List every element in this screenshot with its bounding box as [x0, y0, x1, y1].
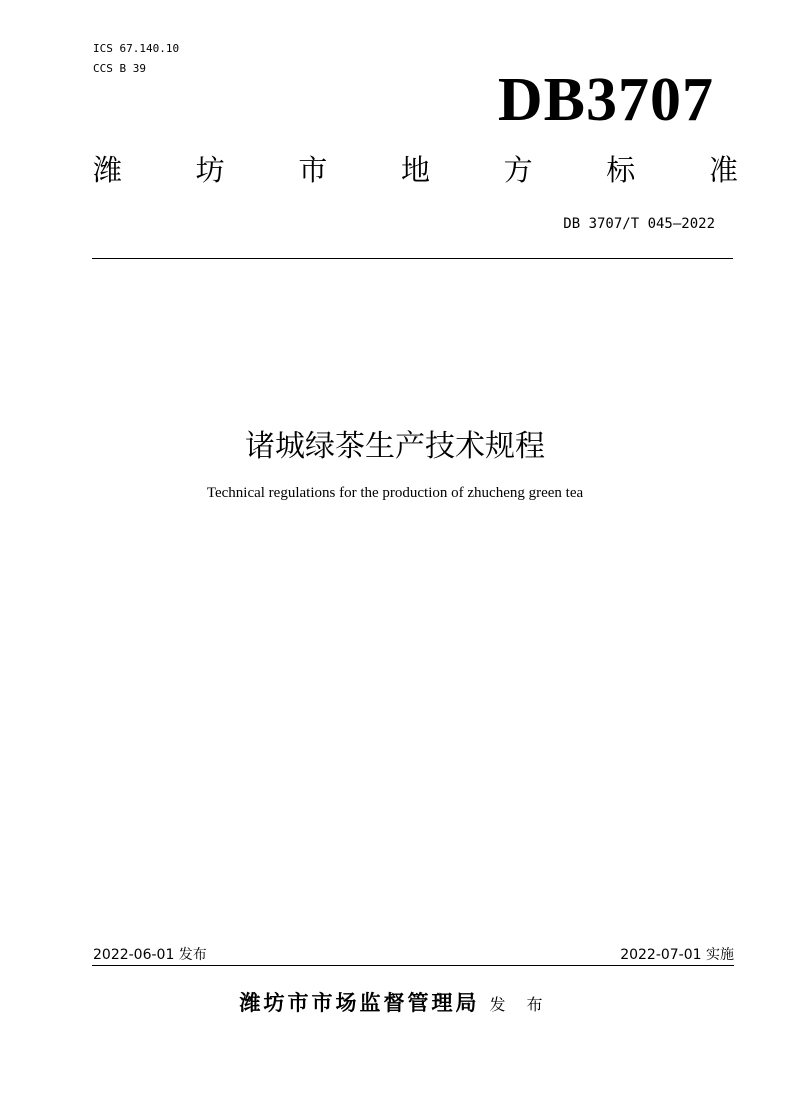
- standard-type-char: 标: [606, 153, 636, 187]
- implementation-date: 2022-07-01 实施: [620, 947, 734, 963]
- footer-divider: [92, 965, 734, 966]
- header-divider: [92, 258, 733, 259]
- ccs-code: CCS B 39: [93, 62, 146, 75]
- issue-date: 2022-06-01 发布: [93, 947, 207, 963]
- standard-type-char: 市: [298, 153, 328, 187]
- issuer-line: [0, 988, 790, 1020]
- standard-type-char: 坊: [195, 153, 225, 187]
- standard-type-char: 地: [400, 153, 430, 187]
- issuer-suffix: 发 布: [489, 995, 551, 1014]
- standard-type-char: 准: [708, 153, 738, 187]
- standard-type: [93, 150, 738, 190]
- document-title: 诸城绿茶生产技术规程: [245, 429, 545, 464]
- standard-number: DB 3707/T 045—2022: [563, 216, 715, 232]
- document-title-english: Technical regulations for the production of zhucheng green tea: [206, 485, 584, 501]
- issuer-name: 潍坊市市场监督管理局: [239, 991, 480, 1015]
- standard-type-char: 潍: [93, 153, 123, 187]
- standard-type-char: 方: [503, 153, 533, 187]
- standard-code: DB3707: [497, 66, 714, 134]
- ics-code: ICS 67.140.10: [93, 42, 180, 55]
